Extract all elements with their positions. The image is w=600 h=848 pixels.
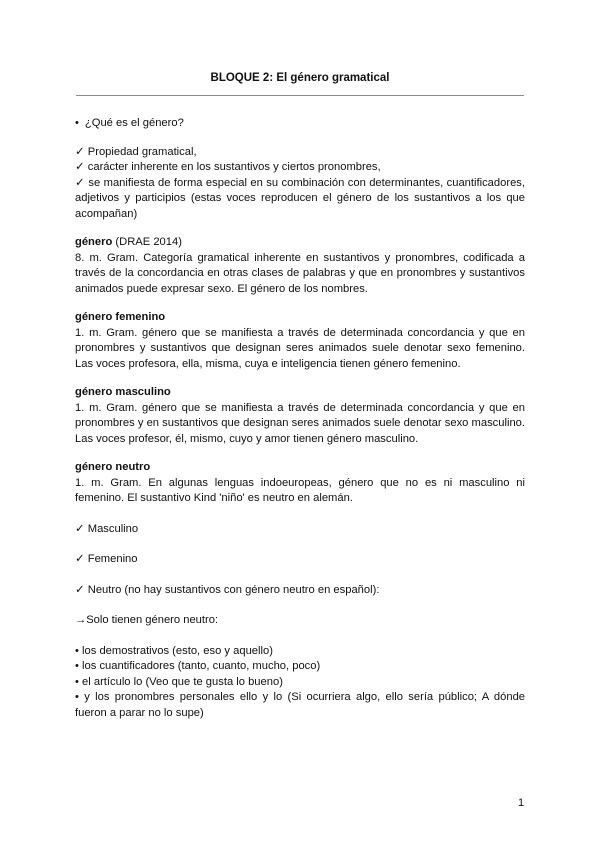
definition-text: 8. m. Gram. Categoría gramatical inherente en sustantivos y pronombres, codificada a través de la concordancia en otras clases de palabras y que en pronombres y sustantivos animados puede expresar sexo. El género de los nombres. [75,251,525,295]
property-item [75,176,525,223]
definition-heading [75,235,525,251]
definition-text: 1. m. Gram. género que se manifiesta a través de determinada concordancia y que en pronombres y en sustantivos que designan seres animados suele denotar sexo masculino. Las voces profesor, él, mismo, cuyo y amor tienen género masculino. [75,401,525,445]
list-item-text: los cuantificadores (tanto, cuanto, mucho, poco) [82,660,321,672]
property-item [75,145,525,161]
gender-text: Neutro (no hay sustantivos con género neutro en español): [87,583,380,596]
checkmark-icon: ✓ [75,583,85,596]
definition-genero-masculino [75,385,525,447]
gender-item-masculino [75,522,525,538]
property-item [75,160,525,176]
page-number: 1 [518,797,525,809]
list-item [75,675,525,691]
title-divider [76,95,524,96]
list-item [75,644,525,660]
question-line [75,116,525,132]
bullet-icon: • [75,675,79,688]
document-title: BLOQUE 2: El género gramatical [210,72,390,84]
definition-genero-neutro [75,460,525,507]
definition-genero-femenino [75,310,525,372]
definition-term: género femenino [75,311,166,323]
list-item-text: y los pronombres personales ello y lo (Si ocurriera algo, ello sería público; A dónde fueron a parar no lo supe) [75,691,526,719]
neutral-only-text: Solo tienen género neutro: [86,614,219,626]
properties-list [75,145,525,223]
checkmark-icon: ✓ [75,553,85,565]
bullet-icon: • [75,644,79,657]
definition-genero [75,235,525,297]
property-text: carácter inherente en los sustantivos y ciertos pronombres, [87,161,381,173]
checkmark-icon: ✓ [75,176,85,189]
neutral-only-line [75,613,525,629]
arrow-right-icon: → [75,614,87,626]
gender-text: Masculino [87,522,139,535]
definition-text: 1. m. Gram. género que se manifiesta a través de determinada concordancia y que en pronombres y sustantivos que designan seres animados suele denotar sexo femenino. Las voces profesora, ella, misma, cuya e inteligencia tienen género femenino. [75,326,525,370]
list-item [75,659,525,675]
gender-item-femenino [75,552,525,568]
definition-text: 1. m. Gram. En algunas lenguas indoeuropeas, género que no es ni masculino ni femenino. El sustantivo Kind 'niño' es neutro en alemán. [75,476,525,504]
definition-term: género neutro [75,461,151,473]
list-item-text: los demostrativos (esto, eso y aquello) [82,644,273,657]
checkmark-icon: ✓ [75,522,85,535]
definition-term: género masculino [75,386,171,398]
list-item [75,690,525,721]
bullet-icon: • [75,660,79,672]
definition-term: género [75,236,113,248]
definition-source: (DRAE 2014) [115,236,182,248]
checkmark-icon: ✓ [75,161,85,173]
checkmark-icon: ✓ [75,145,85,158]
property-text: Propiedad gramatical, [87,145,197,158]
bullet-icon: • [75,117,79,129]
question-text: ¿Qué es el género? [84,117,184,129]
document-body [75,116,525,721]
list-item-text: el artículo lo (Veo que te gusta lo bueno) [82,675,283,688]
property-text: se manifiesta de forma especial en su combinación con determinantes, cuantificadores, adjetivos y participios (estas voces reproducen el género de los sustantivos a los que acompañan) [75,176,525,220]
neutral-items-list [75,644,525,722]
gender-item-neutro [75,583,525,599]
gender-text: Femenino [87,553,138,565]
bullet-icon: • [75,691,79,703]
